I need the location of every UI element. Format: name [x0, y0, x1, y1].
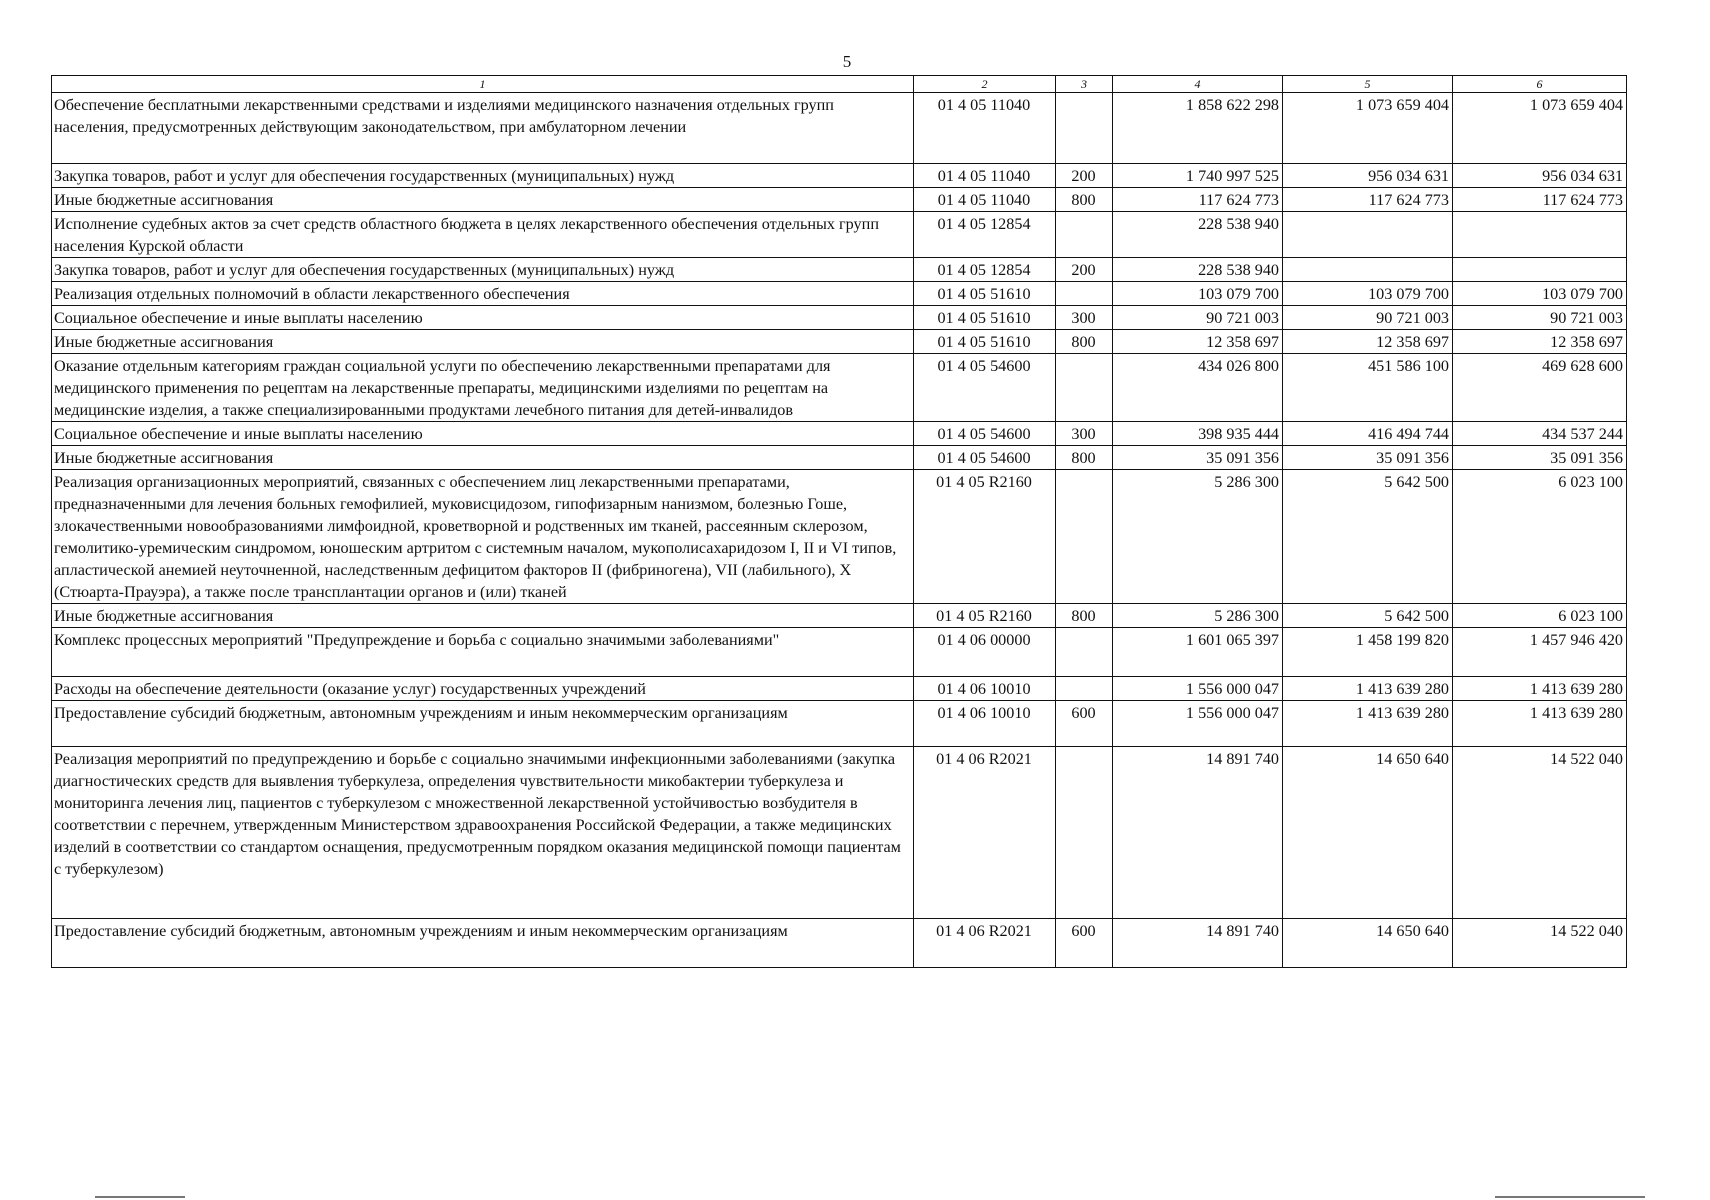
- table-row: [52, 919, 1627, 968]
- row-value-2: 103 079 700: [1283, 282, 1453, 306]
- row-code: 01 4 06 R2021: [914, 747, 1056, 919]
- col-header-type: 3: [1056, 76, 1113, 93]
- row-value-3: 469 628 600: [1453, 354, 1627, 422]
- row-value-3: 117 624 773: [1453, 188, 1627, 212]
- table-row: [52, 701, 1627, 747]
- row-code: 01 4 05 11040: [914, 188, 1056, 212]
- row-value-1: 1 858 622 298: [1113, 93, 1283, 164]
- row-code: 01 4 06 10010: [914, 701, 1056, 747]
- row-value-1: 1 556 000 047: [1113, 677, 1283, 701]
- row-value-2: 1 073 659 404: [1283, 93, 1453, 164]
- budget-table: [51, 75, 1627, 968]
- row-name: Иные бюджетные ассигнования: [52, 446, 914, 470]
- col-header-code: 2: [914, 76, 1056, 93]
- table-row: [52, 354, 1627, 422]
- row-code: 01 4 05 54600: [914, 446, 1056, 470]
- row-value-1: 1 740 997 525: [1113, 164, 1283, 188]
- row-type: [1056, 470, 1113, 604]
- row-name: Расходы на обеспечение деятельности (оказание услуг) государственных учреждений: [52, 677, 914, 701]
- row-value-3: 6 023 100: [1453, 470, 1627, 604]
- table-row: [52, 164, 1627, 188]
- row-code: 01 4 05 R2160: [914, 470, 1056, 604]
- row-code: 01 4 05 51610: [914, 330, 1056, 354]
- row-name: Реализация организационных мероприятий, связанных с обеспечением лиц лекарственными препаратами, предназначенными для лечения больных гемофилией, муковисцидозом, гипофизарным нанизмом, болезнью Гоше, злокачественными новообразованиями лимфоидной, кроветворной и родственных им тканей, рассеянным склерозом, гемолитико-уремическим синдромом, юношеским артритом с системным началом, мукополисахаридозом I, II и VI типов, апластической анемией неуточненной, наследственным дефицитом факторов II (фибриногена), VII (лабильного), X (Стюарта-Прауэра), а также после трансплантации органов и (или) тканей: [52, 470, 914, 604]
- row-value-2: 90 721 003: [1283, 306, 1453, 330]
- row-code: 01 4 05 11040: [914, 93, 1056, 164]
- row-type: [1056, 628, 1113, 677]
- row-value-2: 956 034 631: [1283, 164, 1453, 188]
- row-value-1: 398 935 444: [1113, 422, 1283, 446]
- bottom-scan-mark-right: [1495, 1196, 1645, 1198]
- page-number: 5: [842, 52, 852, 71]
- row-value-1: 90 721 003: [1113, 306, 1283, 330]
- row-value-2: 14 650 640: [1283, 747, 1453, 919]
- row-value-3: 1 073 659 404: [1453, 93, 1627, 164]
- row-value-2: 5 642 500: [1283, 604, 1453, 628]
- row-name: Комплекс процессных мероприятий "Предупреждение и борьба с социально значимыми заболеваниями": [52, 628, 914, 677]
- col-header-name: 1: [52, 76, 914, 93]
- row-name: Закупка товаров, работ и услуг для обеспечения государственных (муниципальных) нужд: [52, 258, 914, 282]
- row-value-2: 1 413 639 280: [1283, 701, 1453, 747]
- row-code: 01 4 06 10010: [914, 677, 1056, 701]
- col-header-year2: 5: [1283, 76, 1453, 93]
- row-value-3: 1 413 639 280: [1453, 677, 1627, 701]
- row-value-1: 5 286 300: [1113, 604, 1283, 628]
- row-code: 01 4 05 R2160: [914, 604, 1056, 628]
- row-value-3: 12 358 697: [1453, 330, 1627, 354]
- row-type: [1056, 282, 1113, 306]
- row-value-3: 1 413 639 280: [1453, 701, 1627, 747]
- row-value-2: [1283, 258, 1453, 282]
- row-value-1: 103 079 700: [1113, 282, 1283, 306]
- row-value-3: 956 034 631: [1453, 164, 1627, 188]
- table-row: [52, 470, 1627, 604]
- row-value-3: 14 522 040: [1453, 919, 1627, 968]
- row-value-2: 416 494 744: [1283, 422, 1453, 446]
- row-name: Закупка товаров, работ и услуг для обеспечения государственных (муниципальных) нужд: [52, 164, 914, 188]
- table-row: [52, 188, 1627, 212]
- row-code: 01 4 06 R2021: [914, 919, 1056, 968]
- row-type: 800: [1056, 330, 1113, 354]
- table-row: [52, 306, 1627, 330]
- row-type: 800: [1056, 446, 1113, 470]
- row-value-3: [1453, 258, 1627, 282]
- row-value-3: 434 537 244: [1453, 422, 1627, 446]
- row-type: [1056, 212, 1113, 258]
- row-code: 01 4 06 00000: [914, 628, 1056, 677]
- row-value-2: [1283, 212, 1453, 258]
- table-row: [52, 258, 1627, 282]
- row-value-3: 1 457 946 420: [1453, 628, 1627, 677]
- row-value-3: 103 079 700: [1453, 282, 1627, 306]
- row-value-1: 117 624 773: [1113, 188, 1283, 212]
- row-value-1: 228 538 940: [1113, 212, 1283, 258]
- row-name: Иные бюджетные ассигнования: [52, 604, 914, 628]
- row-value-3: 6 023 100: [1453, 604, 1627, 628]
- row-value-1: 5 286 300: [1113, 470, 1283, 604]
- row-name: Реализация отдельных полномочий в области лекарственного обеспечения: [52, 282, 914, 306]
- row-type: 600: [1056, 919, 1113, 968]
- row-value-1: 1 601 065 397: [1113, 628, 1283, 677]
- header-row: [52, 76, 1627, 93]
- table-row: [52, 212, 1627, 258]
- row-code: 01 4 05 54600: [914, 422, 1056, 446]
- row-value-2: 451 586 100: [1283, 354, 1453, 422]
- row-value-2: 117 624 773: [1283, 188, 1453, 212]
- row-code: 01 4 05 12854: [914, 258, 1056, 282]
- row-code: 01 4 05 51610: [914, 306, 1056, 330]
- table-row: [52, 677, 1627, 701]
- table-row: [52, 93, 1627, 164]
- table-row: [52, 604, 1627, 628]
- row-value-1: 14 891 740: [1113, 919, 1283, 968]
- table-row: [52, 330, 1627, 354]
- row-value-1: 1 556 000 047: [1113, 701, 1283, 747]
- row-value-2: 14 650 640: [1283, 919, 1453, 968]
- table-row: [52, 446, 1627, 470]
- row-value-2: 1 413 639 280: [1283, 677, 1453, 701]
- row-name: Иные бюджетные ассигнования: [52, 330, 914, 354]
- row-value-2: 35 091 356: [1283, 446, 1453, 470]
- row-value-3: 14 522 040: [1453, 747, 1627, 919]
- row-name: Реализация мероприятий по предупреждению и борьбе с социально значимыми инфекционными заболеваниями (закупка диагностических средств для выявления туберкулеза, определения чувствительности микобактерии туберкулеза и мониторинга лечения лиц, пациентов с туберкулезом с множественной лекарственной устойчивостью возбудителя в соответствии с перечнем, утвержденным Министерством здравоохранения Российской Федерации, а также медицинских изделий в соответствии со стандартом оснащения, предусмотренным порядком оказания медицинской помощи пациентам с туберкулезом): [52, 747, 914, 919]
- row-value-1: 228 538 940: [1113, 258, 1283, 282]
- row-name: Обеспечение бесплатными лекарственными средствами и изделиями медицинского назначения отдельных групп населения, предусмотренных действующим законодательством, при амбулаторном лечении: [52, 93, 914, 164]
- row-value-2: 1 458 199 820: [1283, 628, 1453, 677]
- row-type: [1056, 354, 1113, 422]
- row-name: Предоставление субсидий бюджетным, автономным учреждениям и иным некоммерческим организациям: [52, 701, 914, 747]
- row-name: Исполнение судебных актов за счет средств областного бюджета в целях лекарственного обеспечения отдельных групп населения Курской области: [52, 212, 914, 258]
- row-name: Социальное обеспечение и иные выплаты населению: [52, 422, 914, 446]
- row-value-2: 5 642 500: [1283, 470, 1453, 604]
- row-value-1: 434 026 800: [1113, 354, 1283, 422]
- row-type: 200: [1056, 164, 1113, 188]
- row-type: 300: [1056, 306, 1113, 330]
- row-type: 800: [1056, 604, 1113, 628]
- row-code: 01 4 05 11040: [914, 164, 1056, 188]
- bottom-scan-mark-left: [95, 1196, 185, 1198]
- row-type: [1056, 747, 1113, 919]
- row-value-2: 12 358 697: [1283, 330, 1453, 354]
- row-type: 600: [1056, 701, 1113, 747]
- row-value-3: 90 721 003: [1453, 306, 1627, 330]
- row-name: Социальное обеспечение и иные выплаты населению: [52, 306, 914, 330]
- row-value-3: 35 091 356: [1453, 446, 1627, 470]
- row-type: 200: [1056, 258, 1113, 282]
- row-code: 01 4 05 12854: [914, 212, 1056, 258]
- row-value-1: 35 091 356: [1113, 446, 1283, 470]
- row-type: 800: [1056, 188, 1113, 212]
- table-row: [52, 282, 1627, 306]
- row-name: Иные бюджетные ассигнования: [52, 188, 914, 212]
- row-value-3: [1453, 212, 1627, 258]
- row-type: [1056, 677, 1113, 701]
- row-code: 01 4 05 51610: [914, 282, 1056, 306]
- table-row: [52, 747, 1627, 919]
- col-header-year1: 4: [1113, 76, 1283, 93]
- row-value-1: 14 891 740: [1113, 747, 1283, 919]
- row-type: 300: [1056, 422, 1113, 446]
- table-row: [52, 422, 1627, 446]
- col-header-year3: 6: [1453, 76, 1627, 93]
- row-code: 01 4 05 54600: [914, 354, 1056, 422]
- row-name: Оказание отдельным категориям граждан социальной услуги по обеспечению лекарственными препаратами для медицинского применения по рецептам на лекарственные препараты, медицинскими изделиями по рецептам на медицинские изделия, а также специализированными продуктами лечебного питания для детей-инвалидов: [52, 354, 914, 422]
- row-name: Предоставление субсидий бюджетным, автономным учреждениям и иным некоммерческим организациям: [52, 919, 914, 968]
- row-value-1: 12 358 697: [1113, 330, 1283, 354]
- row-type: [1056, 93, 1113, 164]
- table-row: [52, 628, 1627, 677]
